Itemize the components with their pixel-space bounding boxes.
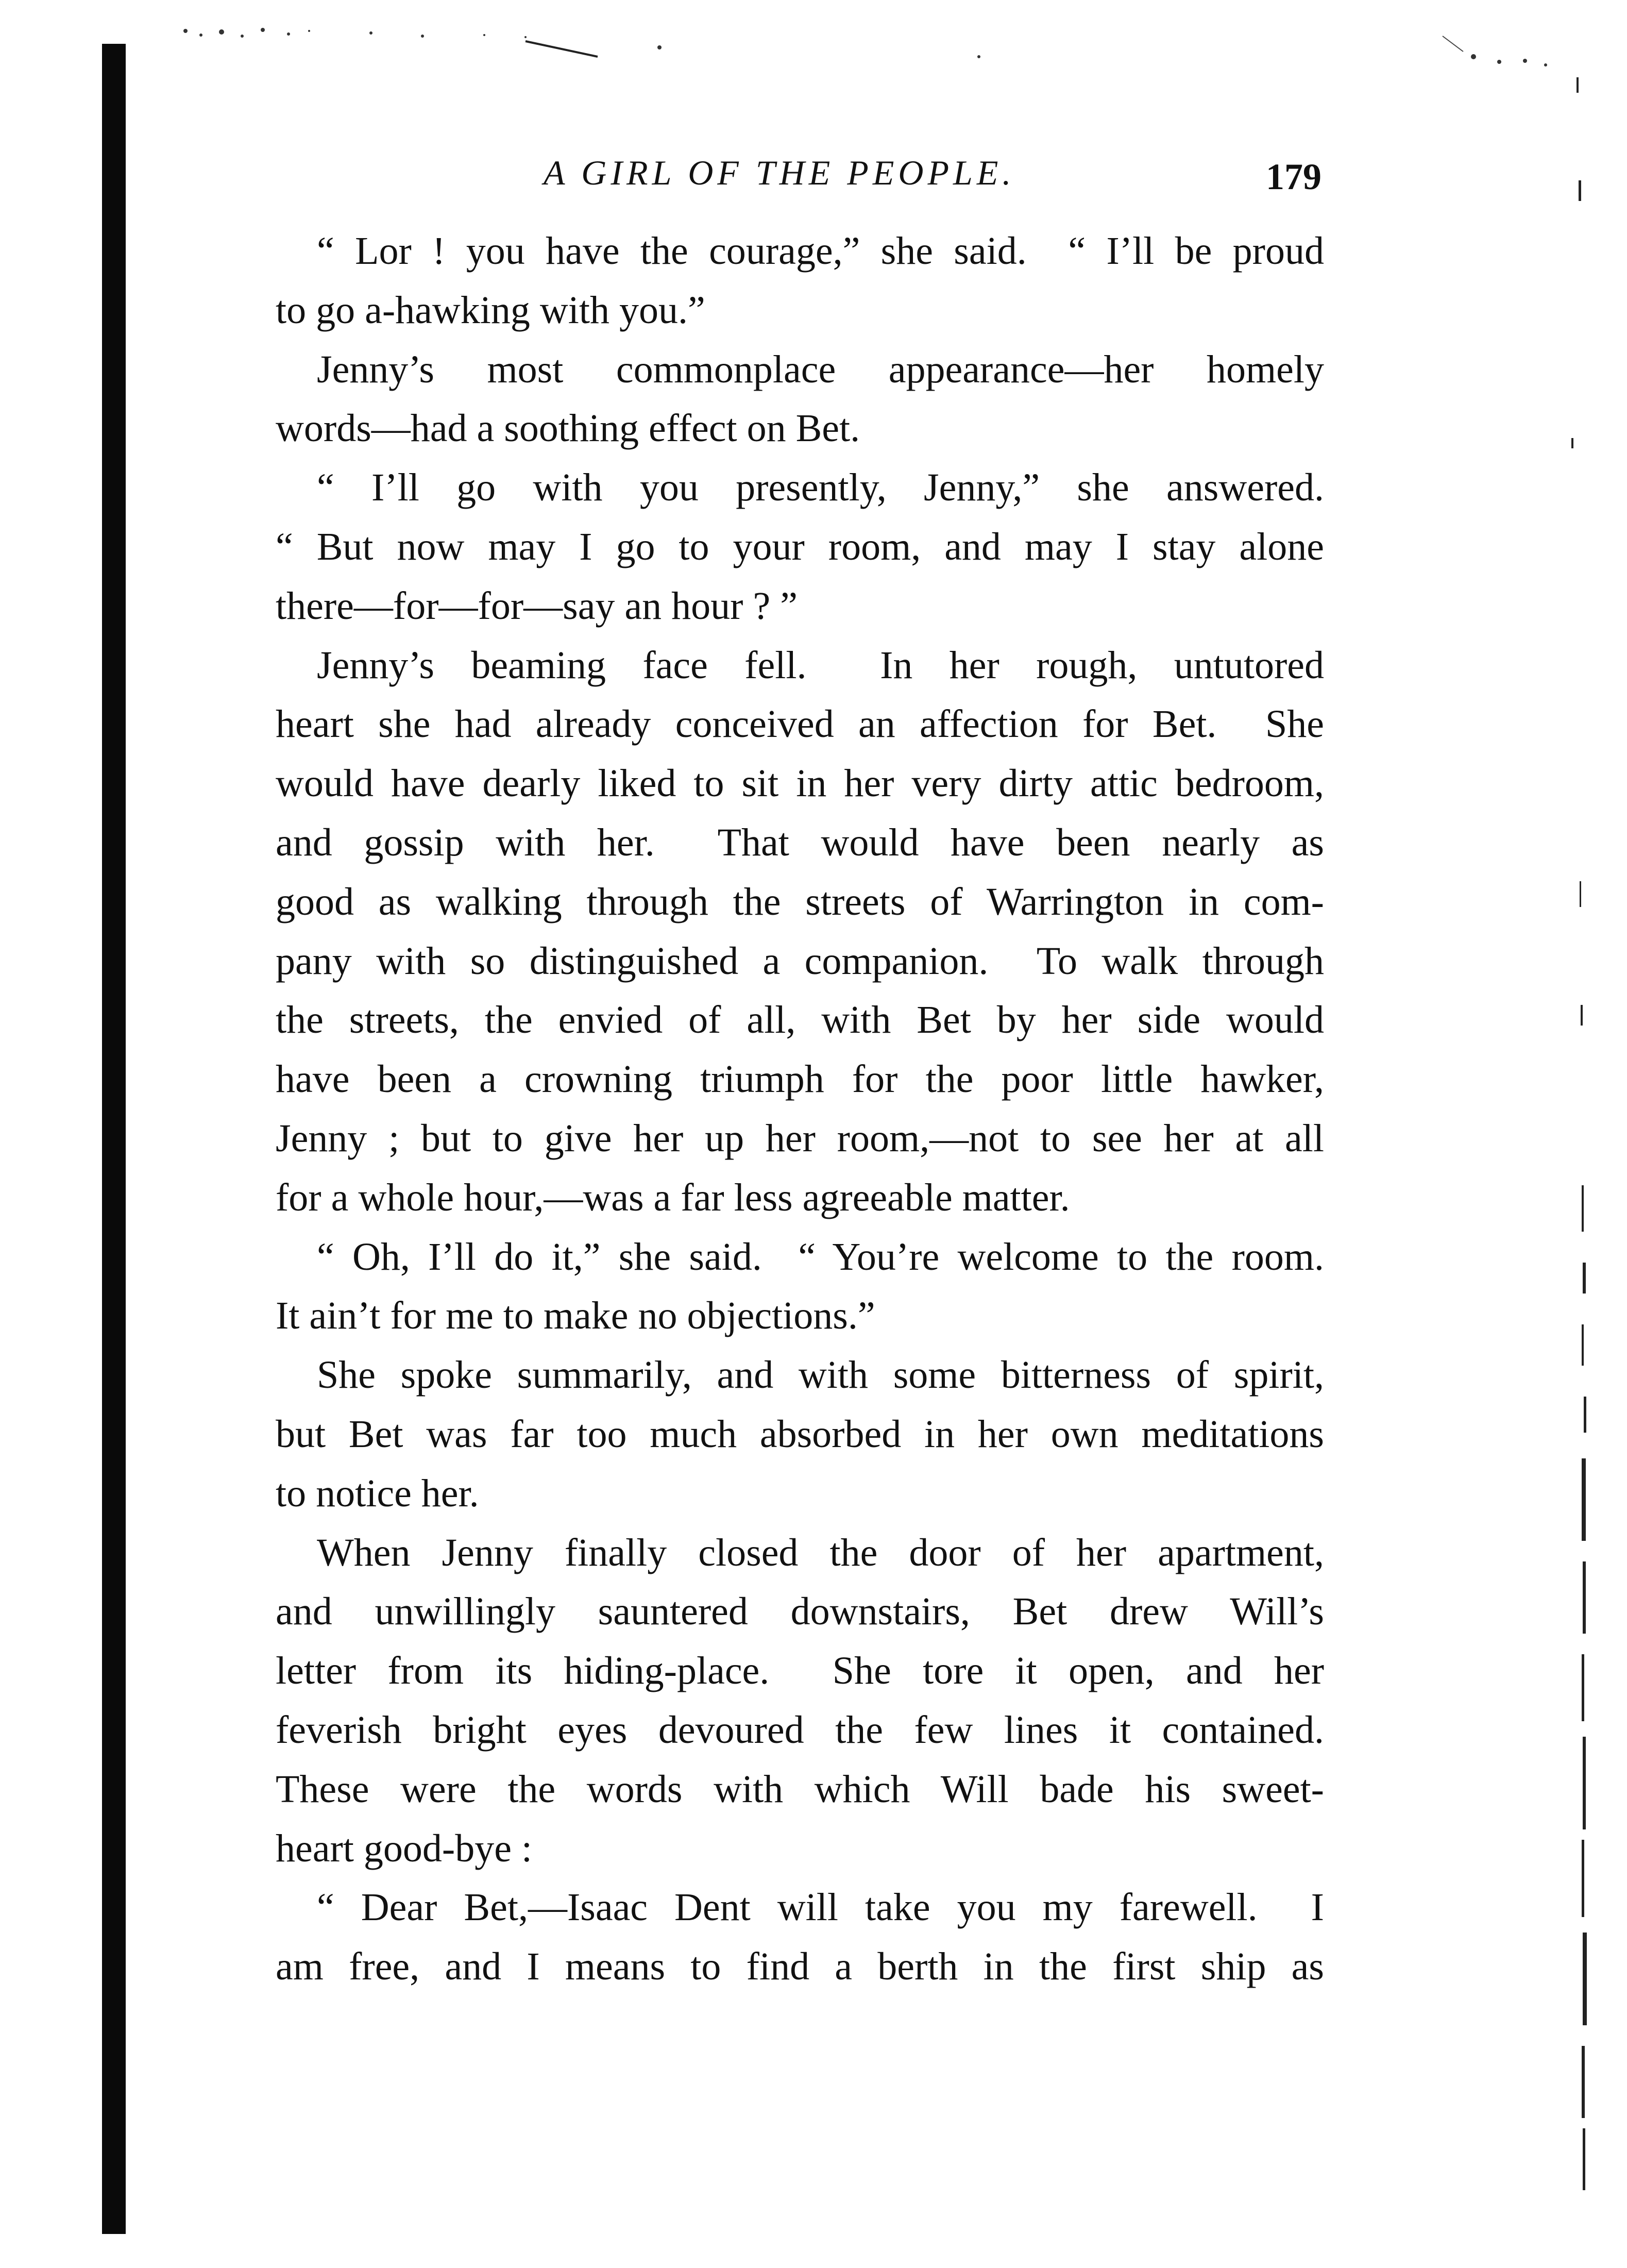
text-line: “ Oh, I’ll do it,” she said. “ You’re welcome to the room. bbox=[317, 1235, 1324, 1279]
text-line: there—for—for—say an hour ? ” bbox=[276, 584, 798, 628]
text-line: It ain’t for me to make no objections.” bbox=[276, 1294, 875, 1338]
text-line: would have dearly liked to sit in her very dirty attic bedroom, bbox=[276, 762, 1324, 805]
text-line: to notice her. bbox=[276, 1471, 479, 1515]
scan-noise-top bbox=[155, 21, 1597, 82]
text-line: Jenny’s beaming face fell. In her rough, untutored bbox=[317, 643, 1324, 687]
text-line: pany with so distinguished a companion. To walk through bbox=[276, 939, 1324, 983]
text-line: “ I’ll go with you presently, Jenny,” she answered. bbox=[317, 466, 1324, 510]
text-line: and unwillingly sauntered downstairs, Bet drew Will’s bbox=[276, 1590, 1324, 1634]
text-line: for a whole hour,—was a far less agreeable matter. bbox=[276, 1175, 1070, 1219]
text-line: but Bet was far too much absorbed in her own meditations bbox=[276, 1412, 1324, 1456]
text-line: am free, and I means to find a berth in the first ship as bbox=[276, 1945, 1324, 1989]
text-line: “ Lor ! you have the courage,” she said. “ I’ll be proud bbox=[317, 229, 1324, 273]
page-number: 179 bbox=[1266, 156, 1321, 197]
text-line: words—had a soothing effect on Bet. bbox=[276, 407, 860, 450]
text-line: letter from its hiding-place. She tore it open, and her bbox=[276, 1649, 1324, 1693]
text-line: and gossip with her. That would have been nearly as bbox=[276, 820, 1324, 864]
running-title: A GIRL OF THE PEOPLE. bbox=[544, 153, 1015, 192]
text-line: Jenny’s most commonplace appearance—her homely bbox=[317, 347, 1324, 391]
text-line: heart good-bye : bbox=[276, 1826, 533, 1870]
body-text bbox=[276, 222, 1324, 1996]
scan-noise-right-edge bbox=[1556, 77, 1613, 2242]
text-line: Jenny ; but to give her up her room,—not to see her at all bbox=[276, 1116, 1324, 1160]
text-line: heart she had already conceived an affection for Bet. She bbox=[276, 702, 1324, 746]
text-line: “ Dear Bet,—Isaac Dent will take you my farewell. I bbox=[317, 1886, 1324, 1929]
binding-shadow bbox=[102, 44, 126, 2234]
page-header bbox=[276, 147, 1321, 209]
text-line: She spoke summarily, and with some bitterness of spirit, bbox=[317, 1353, 1324, 1397]
text-line: “ But now may I go to your room, and may I stay alone bbox=[276, 525, 1324, 568]
text-line: When Jenny finally closed the door of her apartment, bbox=[317, 1531, 1324, 1574]
text-line: to go a-hawking with you.” bbox=[276, 288, 705, 332]
text-line: feverish bright eyes devoured the few lines it contained. bbox=[276, 1708, 1324, 1752]
text-line: the streets, the envied of all, with Bet by her side would bbox=[276, 998, 1324, 1042]
text-line: good as walking through the streets of Warrington in com- bbox=[276, 880, 1324, 923]
text-line: These were the words with which Will bade his sweet- bbox=[276, 1767, 1324, 1811]
text-line: have been a crowning triumph for the poor little hawker, bbox=[276, 1057, 1324, 1101]
